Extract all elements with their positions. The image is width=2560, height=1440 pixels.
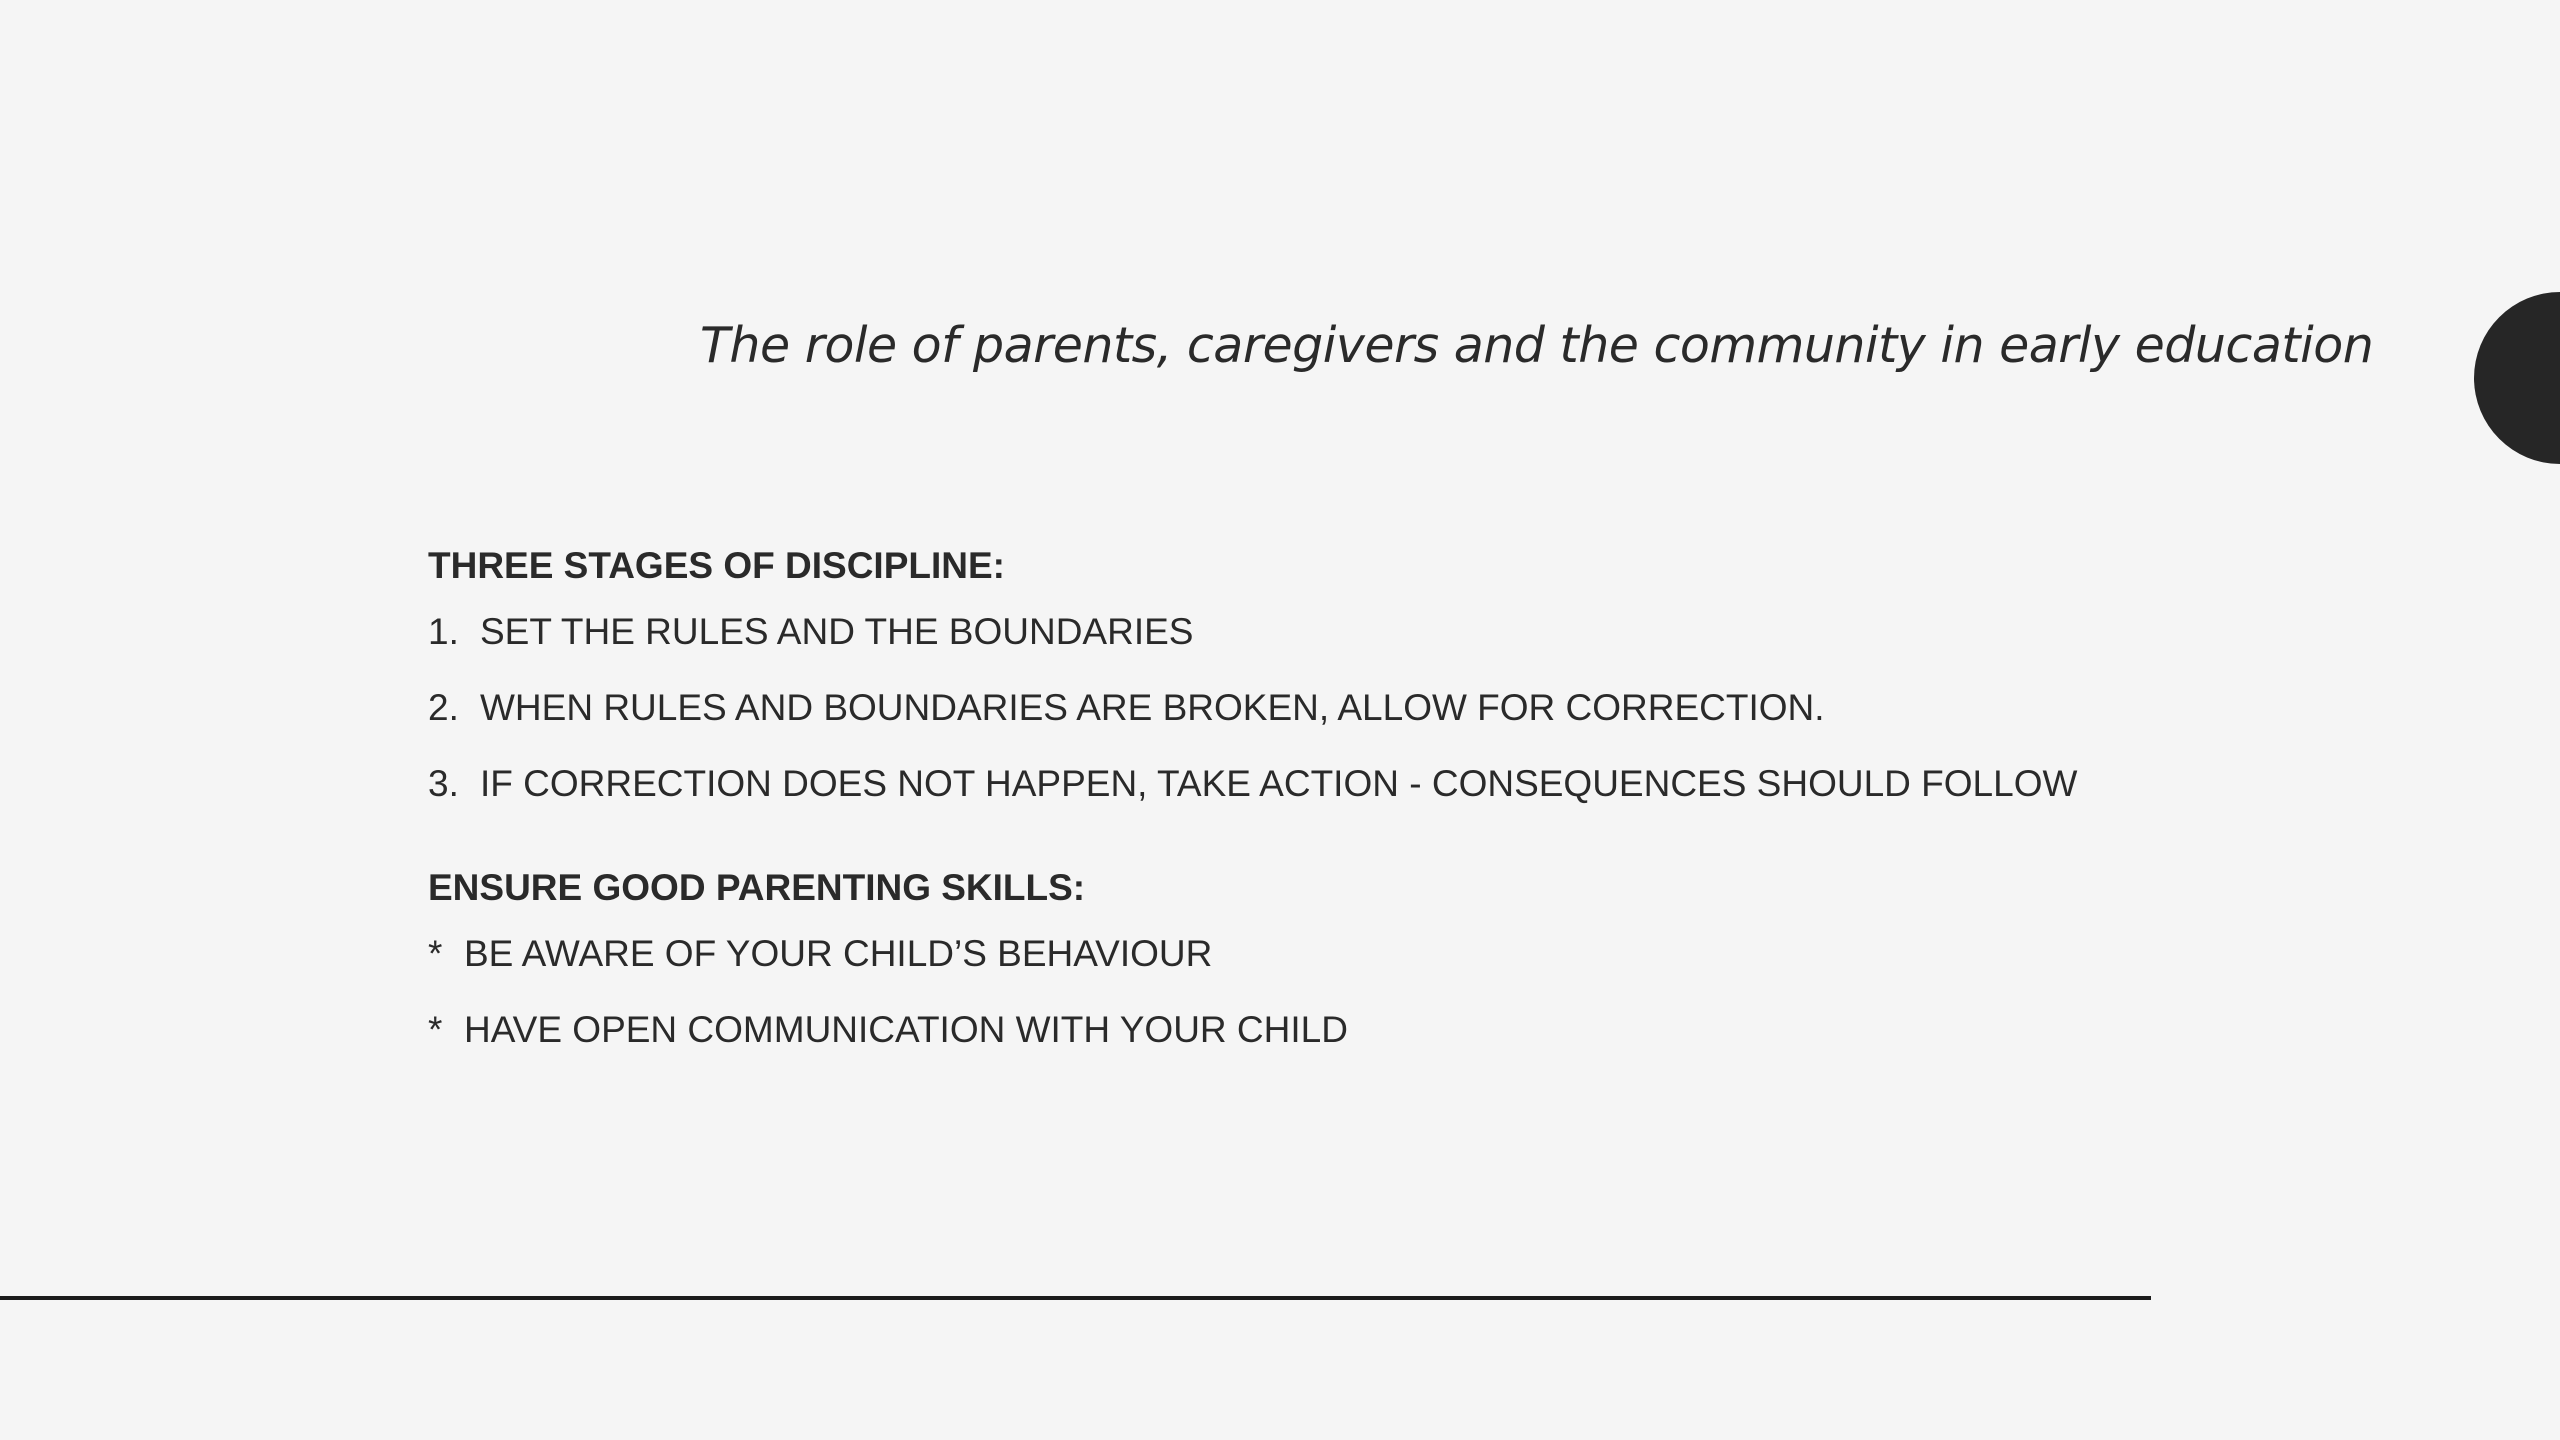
list-number: 3. — [428, 763, 459, 804]
bullet-marker: * — [428, 933, 443, 974]
list-number: 1. — [428, 611, 459, 652]
dark-tab-decoration — [2474, 292, 2560, 464]
list-item — [428, 746, 2228, 822]
list-item-text: SET THE RULES AND THE BOUNDARIES — [480, 611, 1194, 652]
slide-title: The role of parents, caregivers and the community in early education — [700, 317, 2374, 374]
slide-content — [428, 538, 2228, 1068]
list-number: 2. — [428, 687, 459, 728]
list-item — [428, 916, 2228, 992]
list-item-text: WHEN RULES AND BOUNDARIES ARE BROKEN, ALLOW FOR CORRECTION. — [480, 687, 1825, 728]
bullet-marker: * — [428, 1009, 443, 1050]
list-item-text: BE AWARE OF YOUR CHILD’S BEHAVIOUR — [464, 933, 1213, 974]
section-spacer — [428, 822, 2228, 860]
list-item — [428, 594, 2228, 670]
list-item-text: HAVE OPEN COMMUNICATION WITH YOUR CHILD — [464, 1009, 1348, 1050]
list-item — [428, 670, 2228, 746]
section-heading-parenting: ENSURE GOOD PARENTING SKILLS: — [428, 867, 1086, 908]
list-item-text: IF CORRECTION DOES NOT HAPPEN, TAKE ACTION - CONSEQUENCES SHOULD FOLLOW — [480, 763, 2078, 804]
list-item — [428, 992, 2228, 1068]
section-heading-discipline: THREE STAGES OF DISCIPLINE: — [428, 545, 1005, 586]
horizontal-rule — [0, 1296, 2151, 1300]
